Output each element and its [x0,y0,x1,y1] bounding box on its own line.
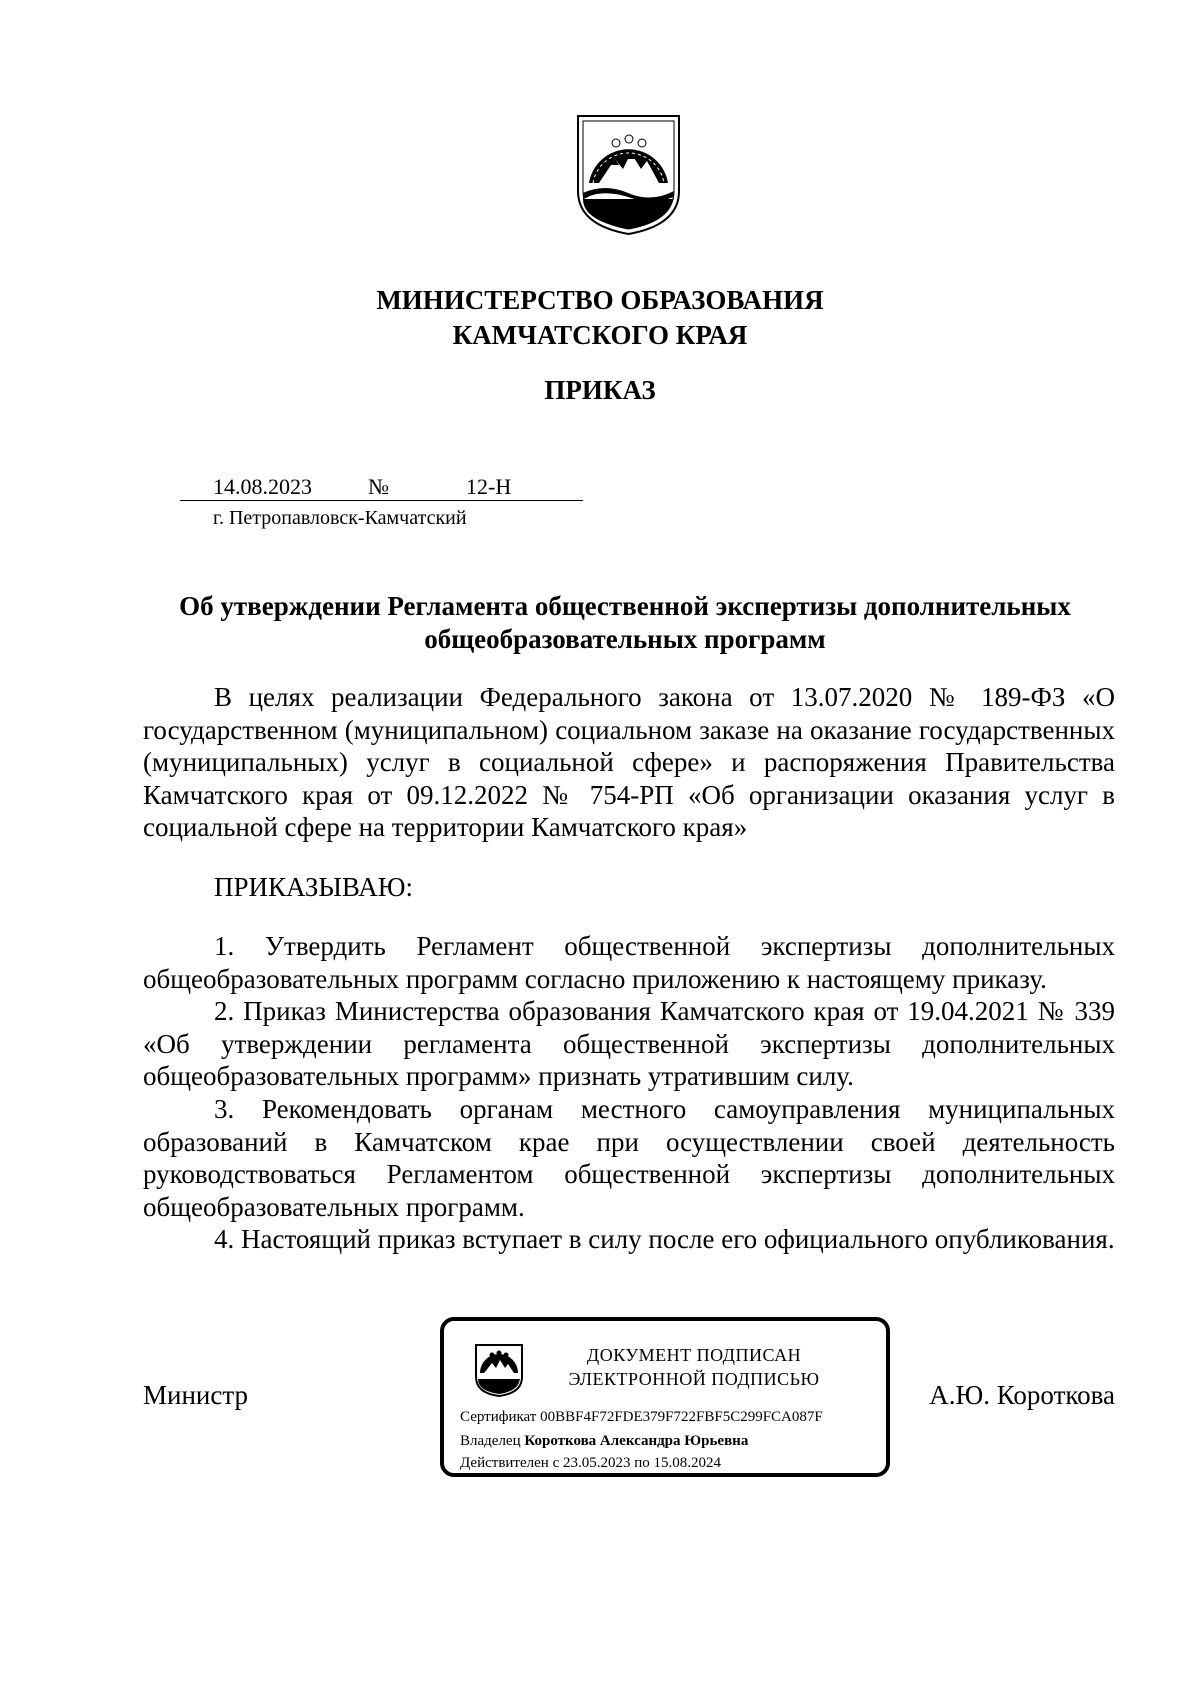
valid-to-prefix: по [634,1455,650,1471]
valid-to: 15.08.2024 [653,1455,722,1471]
document-number: 12-Н [466,474,512,499]
validity-label: Действителен [460,1455,549,1471]
document-date: 14.08.2023 [213,474,312,499]
document-city: г. Петропавловск-Камчатский [213,507,467,529]
intro-paragraph: В целях реализации Федерального закона от 13.07.2020 № 189-ФЗ «О государственном (муниципальном) социальном заказе на оказание государственных (муниципальных) услуг в социальной сфере» и распоряжения Правительства Камчатского края от 09.12.2022 № 754-РП «Об организации оказания услуг в социальной сфере на территории Камчатского края» [143,682,1115,842]
valid-from: 23.05.2023 [562,1455,631,1471]
title-line-1: Об утверждении Регламента общественной экспертизы дополнительных [179,591,1071,621]
stamp-header-line-2: ЭЛЕКТРОННОЙ ПОДПИСЬЮ [568,1369,820,1389]
stamp-validity [460,1455,721,1472]
stamp-header-line-1: ДОКУМЕНТ ПОДПИСАН [586,1345,802,1365]
owner-label: Владелец [460,1433,521,1449]
title-line-2: общеобразовательных программ [424,624,826,654]
coat-of-arms-small-icon [474,1343,524,1398]
meta-underline [180,500,583,501]
document-title [150,590,1100,656]
order-word: ПРИКАЗЫВАЮ: [214,872,413,902]
owner-value: Короткова Александра Юрьевна [524,1433,749,1449]
stamp-owner [460,1433,748,1450]
signatory-title: Министр [143,1380,248,1410]
number-sign: № [368,474,389,499]
order-item-2: 2. Приказ Министерства образования Камчатского края от 19.04.2021 № 339 «Об утверждении регламента общественной экспертизы дополнительных общеобразовательных программ» признать утратившим силу. [143,996,1115,1091]
valid-from-prefix: с [552,1455,560,1471]
document-type: ПРИКАЗ [544,375,656,405]
kamchatka-coat-of-arms-icon [575,113,682,237]
order-item-1: 1. Утвердить Регламент общественной экспертизы дополнительных общеобразовательных программ согласно приложению к настоящему приказу. [143,931,1115,994]
org-line-2: КАМЧАТСКОГО КРАЯ [452,320,748,350]
org-line-1: МИНИСТЕРСТВО ОБРАЗОВАНИЯ [376,285,824,315]
order-item-4: 4. Настоящий приказ вступает в силу после его официального опубликования. [214,1224,1115,1254]
order-item-3: 3. Рекомендовать органам местного самоуправления муниципальных образований в Камчатском крае при осуществлении своей деятельность руководствоваться Регламентом общественной экспертизы дополнительных общеобразовательных программ. [143,1094,1115,1222]
certificate-label: Сертификат [460,1409,537,1425]
signatory-name: А.Ю. Короткова [929,1380,1115,1410]
stamp-header [549,1343,839,1391]
certificate-value: 00BBF4F72FDE379F722FBF5C299FCA087F [540,1409,823,1425]
organization-name [0,283,1200,353]
electronic-signature-stamp [440,1317,890,1477]
stamp-certificate [460,1409,823,1426]
